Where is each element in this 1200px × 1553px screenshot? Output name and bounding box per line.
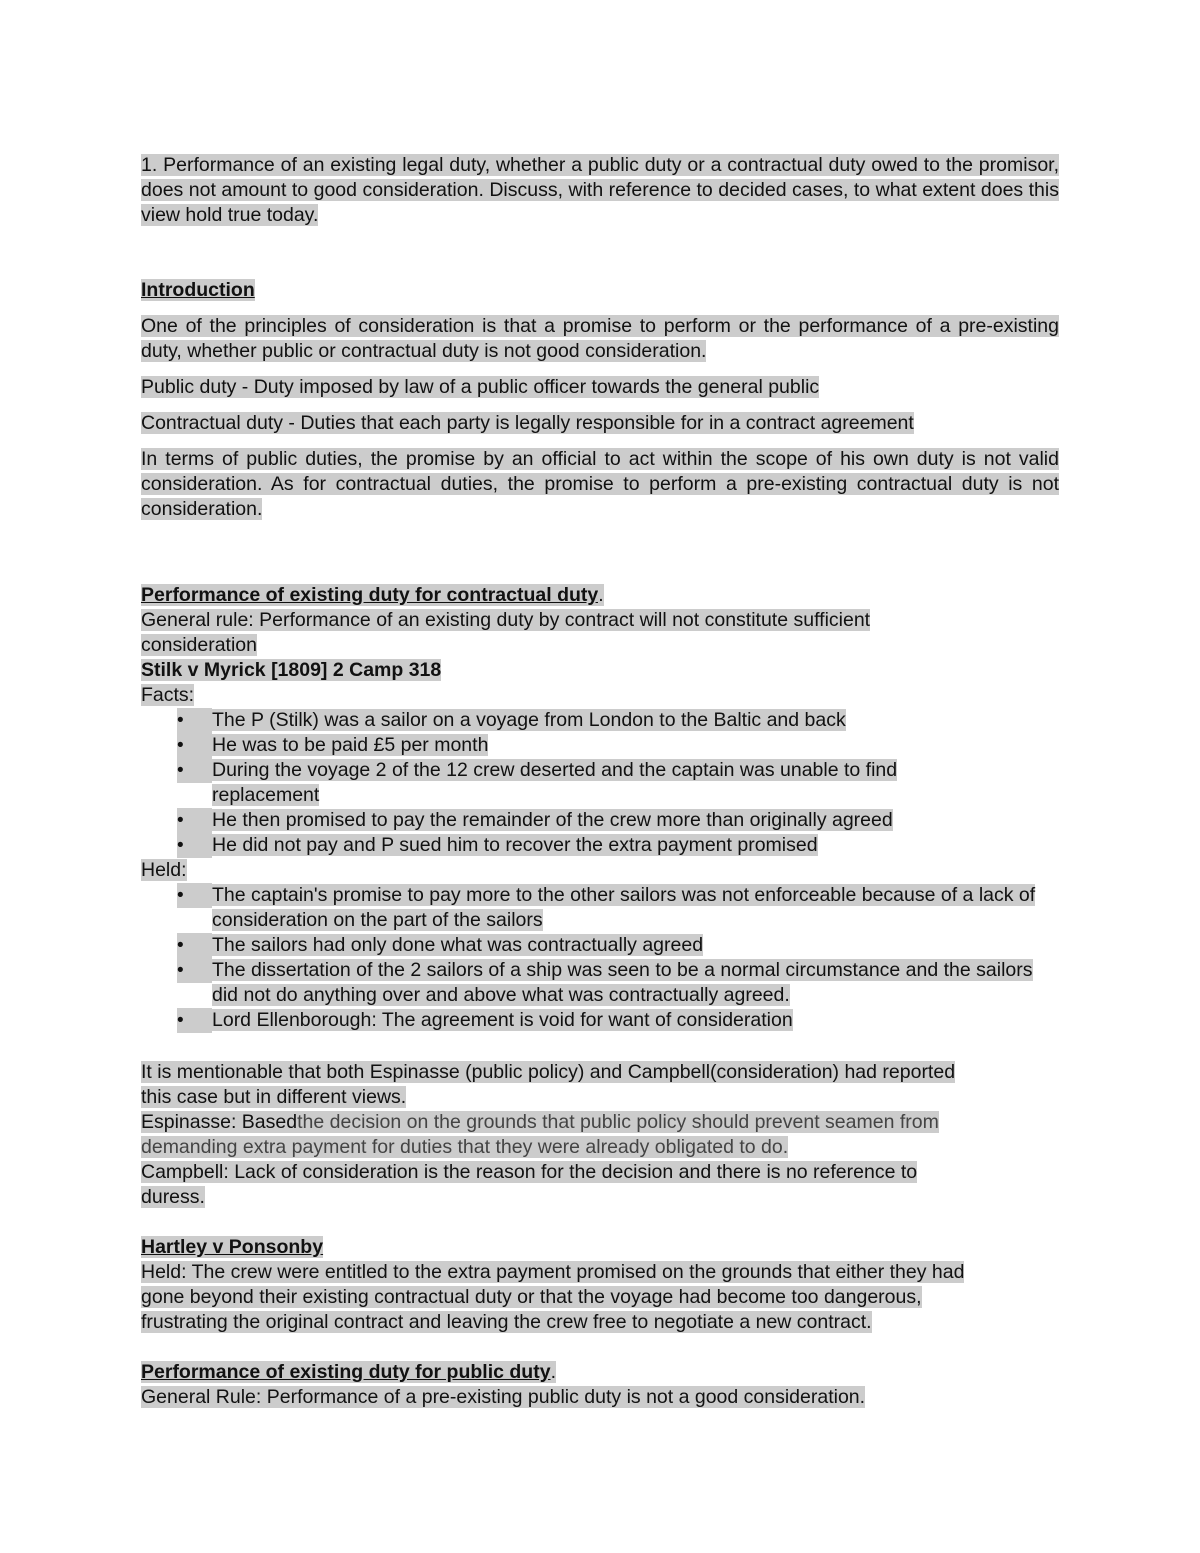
facts-list [141, 708, 1059, 858]
intro-paragraph-1: One of the principles of consideration is that a promise to perform or the performance of a pre-existing duty, whether public or contractual duty is not good consideration. [141, 315, 1059, 362]
public-duty-heading: Performance of existing duty for public duty. [141, 1361, 556, 1383]
campbell-line-2: duress. [141, 1186, 205, 1208]
list-item: • The dissertation of the 2 sailors of a ship was seen to be a normal circumstance and the sailors did not do anything over and above what was contractually agreed. [177, 959, 1033, 1006]
list-item: • The P (Stilk) was a sailor on a voyage from London to the Baltic and back [177, 709, 846, 731]
bullet-icon: • [177, 958, 212, 983]
list-item: • He then promised to pay the remainder of the crew more than originally agreed [177, 809, 893, 831]
bullet-icon: • [177, 808, 212, 833]
note-line-2: this case but in different views. [141, 1086, 407, 1108]
list-item: • He did not pay and P sued him to recover the extra payment promised [177, 834, 818, 856]
question-text: 1. Performance of an existing legal duty, whether a public duty or a contractual duty owed to the promisor, does not amount to good consideration. Discuss, with reference to decided cases, to what extent does this view hold true today. [141, 154, 1059, 226]
bullet-icon: • [177, 708, 212, 733]
list-item: • He was to be paid £5 per month [177, 734, 489, 756]
case-title-hartley: Hartley v Ponsonby [141, 1236, 324, 1258]
case-title-stilk: Stilk v Myrick [1809] 2 Camp 318 [141, 659, 442, 681]
campbell-line-1: Campbell: Lack of consideration is the reason for the decision and there is no reference to [141, 1161, 918, 1183]
general-rule-line-2: consideration [141, 634, 257, 656]
bullet-icon: • [177, 758, 212, 783]
espinasse-line-2: demanding extra payment for duties that they were already obligated to do. [141, 1136, 789, 1158]
public-duty-rule: General Rule: Performance of a pre-existing public duty is not a good consideration. [141, 1386, 866, 1408]
list-item: • During the voyage 2 of the 12 crew deserted and the captain was unable to find replacement [177, 759, 898, 806]
contractual-duty-heading: Performance of existing duty for contractual duty. [141, 584, 604, 606]
general-rule-line-1: General rule: Performance of an existing duty by contract will not constitute sufficient [141, 609, 871, 631]
note-line-1: It is mentionable that both Espinasse (public policy) and Campbell(consideration) had reported [141, 1061, 956, 1083]
facts-label: Facts: [141, 684, 195, 706]
bullet-icon: • [177, 1008, 212, 1033]
list-item: • The captain's promise to pay more to the other sailors was not enforceable because of a lack of consideration on the part of the sailors [177, 884, 1036, 931]
bullet-icon: • [177, 933, 212, 958]
hartley-line-2: gone beyond their existing contractual duty or that the voyage had become too dangerous, [141, 1286, 922, 1308]
held-list [141, 883, 1059, 1033]
public-duty-definition: Public duty - Duty imposed by law of a public officer towards the general public [141, 376, 820, 398]
espinasse-line-1: Espinasse: Basedthe decision on the grounds that public policy should prevent seamen from [141, 1111, 939, 1133]
list-item: • The sailors had only done what was contractually agreed [177, 934, 704, 956]
document-body [141, 153, 1059, 1410]
question-paragraph [141, 153, 1059, 228]
hartley-line-3: frustrating the original contract and leaving the crew free to negotiate a new contract. [141, 1311, 872, 1333]
contractual-duty-definition: Contractual duty - Duties that each party is legally responsible for in a contract agreement [141, 412, 914, 434]
bullet-icon: • [177, 733, 212, 758]
introduction-heading: Introduction [141, 279, 255, 301]
bullet-icon: • [177, 883, 212, 908]
bullet-icon: • [177, 833, 212, 858]
list-item: • Lord Ellenborough: The agreement is void for want of consideration [177, 1009, 793, 1031]
held-label: Held: [141, 859, 187, 881]
hartley-line-1: Held: The crew were entitled to the extra payment promised on the grounds that either they had [141, 1261, 965, 1283]
intro-paragraph-4: In terms of public duties, the promise by an official to act within the scope of his own duty is not valid consideration. As for contractual duties, the promise to perform a pre-existing contractual duty is not consideration. [141, 448, 1059, 520]
